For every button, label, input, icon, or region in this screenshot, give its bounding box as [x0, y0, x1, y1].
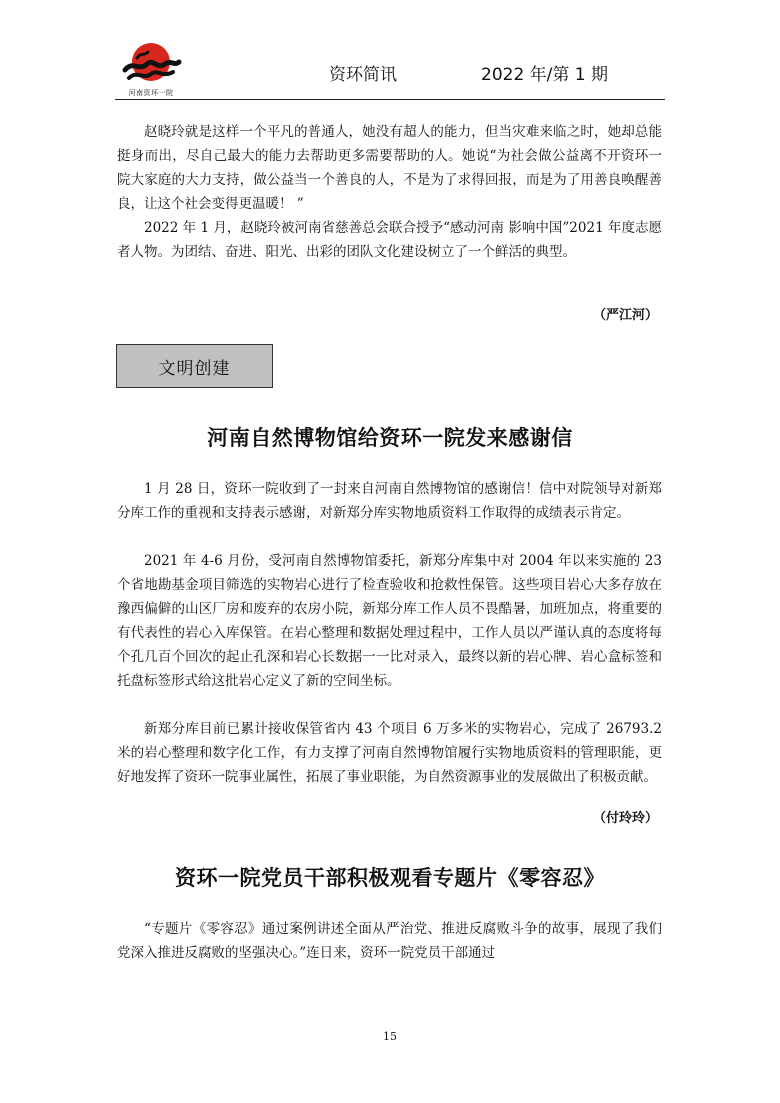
logo-emblem-icon [115, 40, 187, 88]
article1-paragraph-1: 1 月 28 日，资环一院收到了一封来自河南自然博物馆的感谢信！信中对院领导对新郑分库工作的重视和支持表示感谢，对新郑分库实物地质资料工作取得的成绩表示肯定。 [117, 481, 662, 521]
page-number: 15 [383, 1030, 397, 1043]
institute-logo [115, 40, 187, 100]
intro-paragraph-2: 2022 年 1 月，赵晓玲被河南省慈善总会联合授予“感动河南 影响中国”2021 年度志愿者人物。为团结、奋进、阳光、出彩的团队文化建设树立了一个鲜活的典型。 [117, 220, 662, 260]
intro-author: （严江河） [592, 308, 658, 323]
page-header [115, 40, 665, 100]
article2-title: 资环一院党员干部积极观看专题片《零容忍》 [175, 866, 605, 890]
article1-paragraph-3: 新郑分库目前已累计接收保管省内 43 个项目 6 万多米的实物岩心，完成了 26793.2 米的岩心整理和数字化工作，有力支撑了河南自然博物馆履行实物地质资料的管理职能，更好地发挥了资环一院事业属性，拓展了事业职能，为自然资源事业的发展做出了积极贡献。 [117, 721, 662, 785]
article1-paragraph-2: 2021 年 4-6 月份，受河南自然博物馆委托，新郑分库集中对 2004 年以来实施的 23 个省地勘基金项目筛选的实物岩心进行了检查验收和抢救性保管。这些项目岩心大多存放在豫西偏僻的山区厂房和废弃的农房小院，新郑分库工作人员不畏酷暑，加班加点，将重要的有代表性的岩心入库保管。在岩心整理和数据处理过程中，工作人员以严谨认真的态度将每个孔几百个回次的起止孔深和岩心长数据一一比对录入，最终以新的岩心牌、岩心盒标签和托盘标签形式给这批岩心定义了新的空间坐标。 [117, 553, 662, 689]
article1-author: （付玲玲） [592, 811, 658, 826]
newsletter-title: 资环简讯 [329, 65, 397, 85]
intro-paragraph-1: 赵晓玲就是这样一个平凡的普通人，她没有超人的能力，但当灾难来临之时，她却总能挺身而出，尽自己最大的能力去帮助更多需要帮助的人。她说“为社会做公益离不开资环一院大家庭的大力支持，做公益当一个善良的人，不是为了求得回报，而是为了用善良唤醒善良，让这个社会变得更温暖！ ” [117, 124, 662, 212]
logo-caption: 河南资环一院 [128, 89, 174, 97]
article1-title: 河南自然博物馆给资环一院发来感谢信 [207, 426, 573, 450]
header-divider [115, 99, 665, 100]
section-label: 文明创建 [116, 344, 273, 388]
article2-paragraph-1: “专题片《零容忍》通过案例讲述全面从严治党、推进反腐败斗争的故事，展现了我们党深入推进反腐败的坚强决心。”连日来，资环一院党员干部通过 [117, 921, 662, 961]
issue-number: 2022 年/第 1 期 [481, 65, 609, 85]
